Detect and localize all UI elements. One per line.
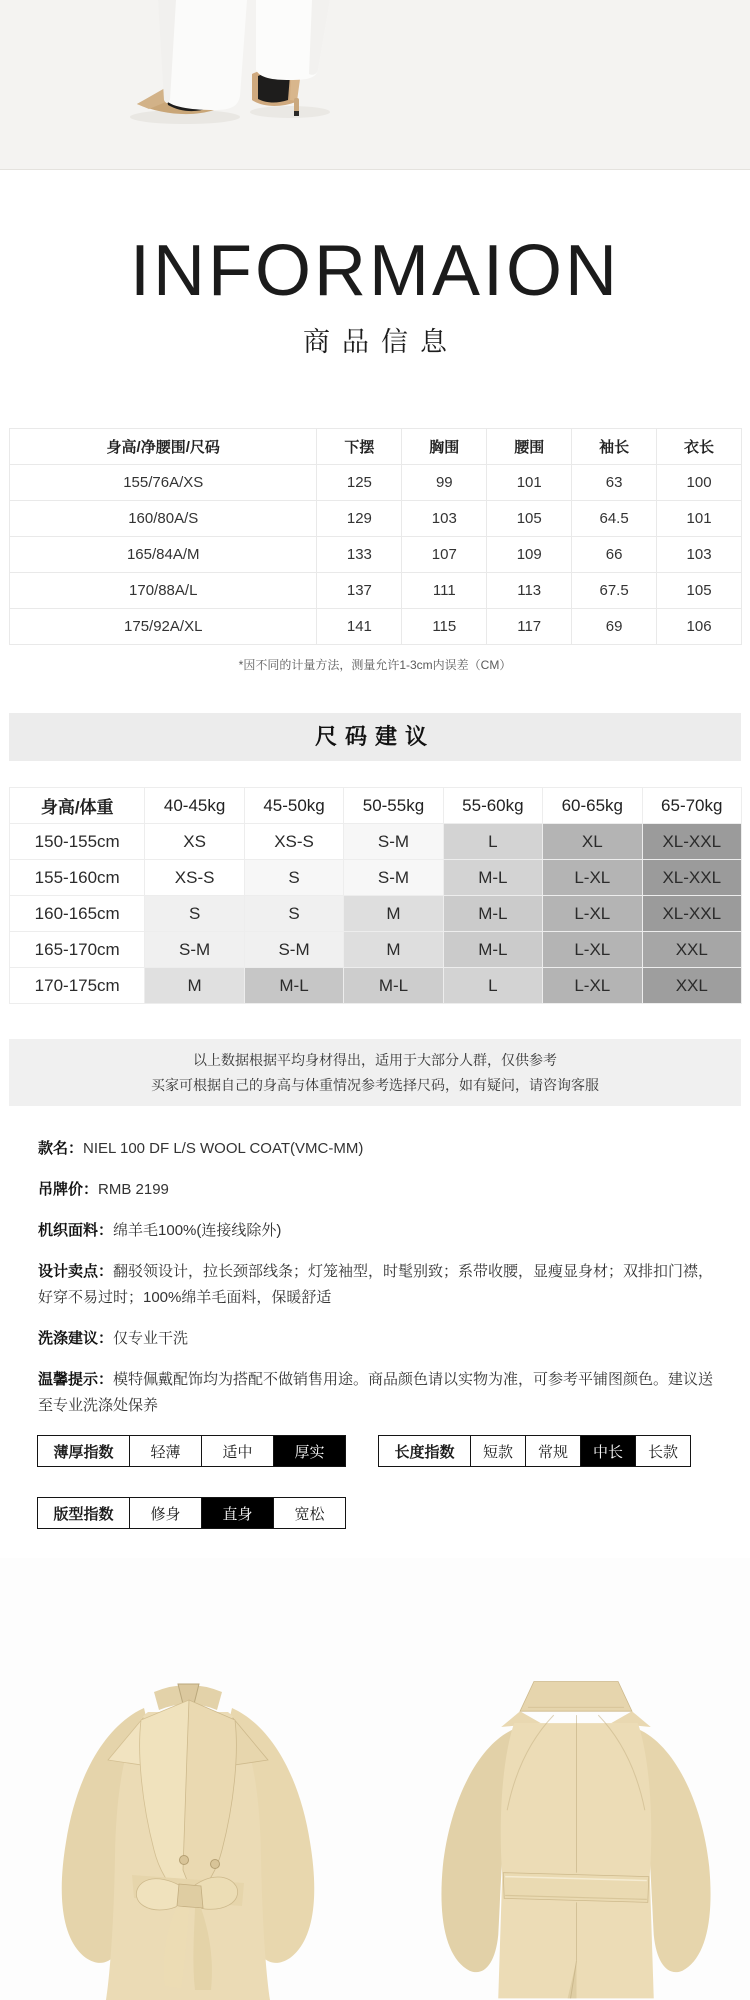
advice-note-box	[9, 1039, 741, 1106]
coat-back-photo	[420, 1670, 732, 2000]
index-table	[37, 1497, 346, 1529]
size-table-cell: 103	[402, 501, 487, 537]
size-table-cell: 103	[657, 537, 742, 573]
size-table-cell: 105	[657, 573, 742, 609]
advice-size-cell: S-M	[344, 860, 443, 896]
advice-table-row	[10, 824, 742, 860]
index-option: 适中	[202, 1436, 274, 1467]
size-table-row	[10, 609, 742, 645]
advice-size-cell: XL-XXL	[642, 860, 741, 896]
size-table-cell: 125	[317, 465, 402, 501]
index-option: 中长	[581, 1436, 636, 1467]
detail-label: 设计卖点：	[38, 1263, 114, 1280]
advice-col-header: 60-65kg	[543, 788, 642, 824]
index-option: 常规	[526, 1436, 581, 1467]
size-table-cell: 69	[572, 609, 657, 645]
index-option: 短款	[471, 1436, 526, 1467]
advice-size-cell: L	[443, 968, 542, 1004]
advice-size-cell: S-M	[344, 824, 443, 860]
detail-label: 吊牌价：	[38, 1181, 99, 1198]
size-table-body	[10, 465, 742, 645]
advice-size-cell: L-XL	[543, 932, 642, 968]
size-table-cell: 101	[657, 501, 742, 537]
advice-table-row	[10, 896, 742, 932]
advice-table-body	[10, 824, 742, 1004]
advice-row-label: 170-175cm	[10, 968, 145, 1004]
size-table-cell: 115	[402, 609, 487, 645]
size-col-header: 身高/净腰围/尺码	[10, 429, 317, 465]
advice-size-cell: M	[344, 932, 443, 968]
advice-size-cell: M-L	[443, 932, 542, 968]
index-option: 轻薄	[130, 1436, 202, 1467]
index-table-row	[379, 1436, 691, 1467]
section-subtitle: 商品信息	[303, 327, 459, 357]
index-table	[37, 1435, 346, 1467]
index-table	[378, 1435, 691, 1467]
size-table-cell: 105	[487, 501, 572, 537]
index-option: 直身	[202, 1498, 274, 1529]
size-table-cell: 133	[317, 537, 402, 573]
advice-table-head-row	[10, 788, 742, 824]
size-table-cell: 99	[402, 465, 487, 501]
advice-row-label: 160-165cm	[10, 896, 145, 932]
detail-value: RMB 2199	[98, 1181, 169, 1198]
advice-size-cell: M-L	[443, 896, 542, 932]
index-table-row	[38, 1498, 346, 1529]
size-col-header: 袖长	[572, 429, 657, 465]
size-table-row	[10, 501, 742, 537]
advice-note-line2: 买家可根据自己的身高与体重情况参考选择尺码，如有疑问，请咨询客服	[151, 1077, 599, 1093]
advice-size-cell: S	[244, 860, 343, 896]
size-table-row	[10, 465, 742, 501]
size-table-footnote: *因不同的计量方法，测量允许1-3cm内误差（CM）	[238, 658, 512, 672]
size-table-cell: 117	[487, 609, 572, 645]
advice-col-header: 45-50kg	[244, 788, 343, 824]
detail-label: 温馨提示：	[38, 1371, 114, 1388]
size-table-cell: 113	[487, 573, 572, 609]
model-legs-illustration	[0, 0, 750, 170]
advice-row-label: 165-170cm	[10, 932, 145, 968]
detail-value: 模特佩戴配饰均为搭配不做销售用途。商品颜色请以实物为准，可参考平铺图颜色。建议送至专业洗涤处保养	[38, 1371, 714, 1414]
model-legs-photo	[0, 0, 750, 170]
advice-row-label: 155-160cm	[10, 860, 145, 896]
size-col-header: 胸围	[402, 429, 487, 465]
advice-size-cell: M	[344, 896, 443, 932]
detail-item	[38, 1218, 714, 1244]
size-col-header: 腰围	[487, 429, 572, 465]
coat-front-photo	[38, 1670, 338, 2000]
size-table-cell: 160/80A/S	[10, 501, 317, 537]
advice-note-line1: 以上数据根据平均身材得出，适用于大部分人群，仅供参考	[193, 1052, 557, 1068]
detail-item	[38, 1259, 714, 1311]
index-option: 修身	[130, 1498, 202, 1529]
section-title: INFORMAION	[130, 231, 620, 311]
size-table-head-row	[10, 429, 742, 465]
detail-item	[38, 1326, 714, 1352]
advice-size-cell: S	[244, 896, 343, 932]
advice-size-cell: M-L	[443, 860, 542, 896]
advice-size-cell: XL-XXL	[642, 824, 741, 860]
detail-value: NIEL 100 DF L/S WOOL COAT(VMC-MM)	[83, 1140, 364, 1157]
advice-col-header: 40-45kg	[145, 788, 244, 824]
size-table-cell: 100	[657, 465, 742, 501]
advice-size-cell: XS-S	[244, 824, 343, 860]
size-table-cell: 106	[657, 609, 742, 645]
size-table-cell: 111	[402, 573, 487, 609]
advice-size-cell: XS-S	[145, 860, 244, 896]
size-table-row	[10, 573, 742, 609]
advice-row-label: 150-155cm	[10, 824, 145, 860]
size-table-cell: 67.5	[572, 573, 657, 609]
advice-size-cell: S-M	[244, 932, 343, 968]
advice-col-header: 身高/体重	[10, 788, 145, 824]
advice-size-cell: L-XL	[543, 896, 642, 932]
index-table-row	[38, 1436, 346, 1467]
advice-size-cell: XS	[145, 824, 244, 860]
advice-table-row	[10, 932, 742, 968]
size-advice-heading: 尺码建议	[9, 713, 741, 761]
advice-size-cell: L	[443, 824, 542, 860]
size-table-cell: 141	[317, 609, 402, 645]
advice-size-cell: M-L	[244, 968, 343, 1004]
index-option: 宽松	[274, 1498, 346, 1529]
index-option: 厚实	[274, 1436, 346, 1467]
advice-col-header: 50-55kg	[344, 788, 443, 824]
size-table-cell: 170/88A/L	[10, 573, 317, 609]
detail-label: 机织面料：	[38, 1222, 114, 1239]
advice-size-cell: XXL	[642, 932, 741, 968]
size-col-header: 衣长	[657, 429, 742, 465]
index-option: 长款	[636, 1436, 691, 1467]
advice-size-cell: XL	[543, 824, 642, 860]
index-table-name: 版型指数	[38, 1498, 130, 1529]
index-table-name: 长度指数	[379, 1436, 471, 1467]
advice-table-row	[10, 968, 742, 1004]
detail-item	[38, 1367, 714, 1419]
size-table-cell: 101	[487, 465, 572, 501]
size-table	[9, 428, 742, 645]
size-table-cell: 66	[572, 537, 657, 573]
size-table-cell: 109	[487, 537, 572, 573]
size-table-cell: 137	[317, 573, 402, 609]
advice-size-cell: XXL	[642, 968, 741, 1004]
size-table-cell: 129	[317, 501, 402, 537]
detail-value: 翻驳领设计，拉长颈部线条；灯笼袖型，时髦别致；系带收腰，显瘦显身材；双排扣门襟，好穿不易过时；100%绵羊毛面料，保暖舒适	[38, 1263, 714, 1306]
size-table-cell: 155/76A/XS	[10, 465, 317, 501]
advice-size-cell: M-L	[344, 968, 443, 1004]
size-col-header: 下摆	[317, 429, 402, 465]
coat-photos	[0, 1558, 750, 2000]
size-table-cell: 175/92A/XL	[10, 609, 317, 645]
advice-size-cell: S-M	[145, 932, 244, 968]
detail-item	[38, 1136, 714, 1162]
size-table-row	[10, 537, 742, 573]
advice-size-cell: M	[145, 968, 244, 1004]
advice-size-cell: L-XL	[543, 860, 642, 896]
detail-item	[38, 1177, 714, 1203]
advice-table-row	[10, 860, 742, 896]
detail-value: 仅专业干洗	[113, 1330, 189, 1347]
advice-table	[9, 787, 742, 1004]
product-details	[38, 1136, 714, 1434]
advice-size-cell: XL-XXL	[642, 896, 741, 932]
advice-size-cell: L-XL	[543, 968, 642, 1004]
detail-label: 洗涤建议：	[38, 1330, 114, 1347]
size-table-cell: 165/84A/M	[10, 537, 317, 573]
size-table-cell: 64.5	[572, 501, 657, 537]
advice-size-cell: S	[145, 896, 244, 932]
advice-col-header: 65-70kg	[642, 788, 741, 824]
detail-value: 绵羊毛100%(连接线除外)	[113, 1222, 282, 1239]
advice-col-header: 55-60kg	[443, 788, 542, 824]
size-table-cell: 107	[402, 537, 487, 573]
detail-label: 款名：	[38, 1140, 84, 1157]
size-table-cell: 63	[572, 465, 657, 501]
index-table-name: 薄厚指数	[38, 1436, 130, 1467]
